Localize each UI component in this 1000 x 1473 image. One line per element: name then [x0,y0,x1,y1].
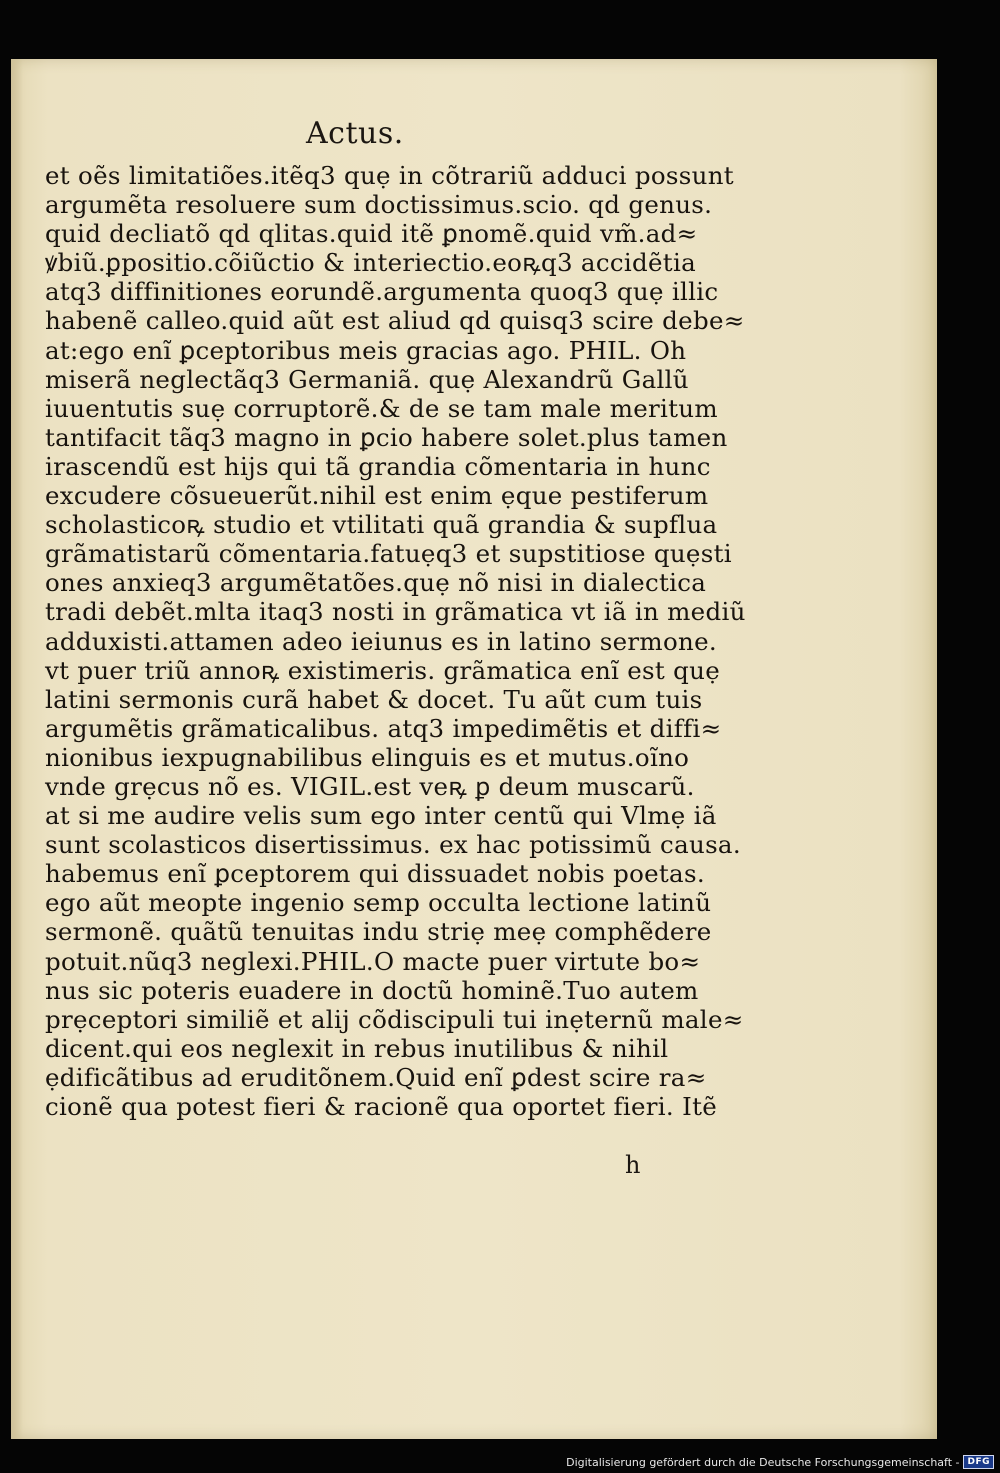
book-page [11,59,937,1439]
text-line: vt puer triũ annoꝶ existimeris. grãmatica enĩ est quẹ [45,655,721,685]
text-line: nionibus iexpugnabilibus elinguis es et mutus.oĩno [45,742,690,772]
text-line: nus sic poteris euadere in doctũ hominẽ.Tuo autem [45,975,699,1005]
running-head: Actus. [306,116,404,151]
text-line: argumẽtis grãmaticalibus. atq3 impedimẽtis et diffi≈ [45,713,722,743]
text-line: miserã neglectãq3 Germaniã. quẹ Alexandrũ Gallũ [45,364,689,394]
text-line: scholasticoꝶ studio et vtilitati quã grandia & supflua [45,510,718,540]
text-line: latini sermonis curã habet & docet. Tu aũt cum tuis [45,684,703,714]
text-line: habemus enĩ ꝑceptorem qui dissuadet nobis poetas. [45,859,705,889]
text-line: sermonẽ. quãtũ tenuitas indu striẹ meẹ comphẽdere [45,917,712,947]
footer-credit [566,1455,994,1469]
dfg-logo-icon: DFG [963,1455,994,1469]
text-line: ꝟbiũ.ꝑpositio.cõiũctio & interiectio.eoꝶq3 accidẽtia [45,248,696,278]
text-line: habenẽ calleo.quid aũt est aliud qd quisq3 scire debe≈ [45,306,745,336]
text-line: potuit.nũq3 neglexi.PHIL.O macte puer virtute bo≈ [45,946,701,976]
text-line: et oẽs limitatiões.itẽq3 quẹ in cõtrariũ adduci possunt [45,161,734,190]
text-block [45,161,746,1121]
text-line: tradi debẽt.mlta itaq3 nosti in grãmatica vt iã in mediũ [45,597,746,627]
text-line: sunt scolasticos disertissimus. ex hac potissimũ causa. [45,830,741,860]
text-line: excudere cõsueuerũt.nihil est enim ẹque pestiferum [45,481,709,511]
signature-mark: h [625,1151,641,1179]
text-line: ones anxieq3 argumẽtatões.quẹ nõ nisi in dialectica [45,568,707,598]
text-line: tantifacit tãq3 magno in ꝑcio habere solet.plus tamen [45,422,728,452]
text-line: adduxisti.attamen adeo ieiunus es in latino sermone. [45,626,717,656]
text-line: atq3 diffinitiones eorundẽ.argumenta quoq3 quẹ illic [45,277,719,307]
text-line: argumẽta resoluere sum doctissimus.scio. qd genus. [45,190,713,220]
text-line: ego aũt meopte ingenio semp occulta lectione latinũ [45,888,712,918]
text-line: vnde grẹcus nõ es. VIGIL.est veꝶ ꝑ deum muscarũ. [45,771,695,801]
text-line: iuuentutis suẹ corruptorẽ.& de se tam male meritum [45,393,718,423]
text-line: cionẽ qua potest fieri & racionẽ qua oportet fieri. Itẽ [45,1092,718,1121]
text-line: quid decliatõ qd qlitas.quid itẽ ꝑnomẽ.quid vm̃.ad≈ [45,219,698,249]
text-line: dicent.qui eos neglexit in rebus inutilibus & nihil [45,1033,669,1063]
text-line: at:ego enĩ ꝑceptoribus meis gracias ago. PHIL. Oh [45,335,687,365]
text-line: at si me audire velis sum ego inter centũ qui Vlmẹ iã [45,801,717,831]
credit-text: Digitalisierung gefördert durch die Deutsche Forschungsgemeinschaft - [566,1455,960,1469]
text-line: prẹceptori similiẽ et alij cõdiscipuli tui inẹternũ male≈ [45,1004,744,1034]
text-line: irascendũ est hijs qui tã grandia cõmentaria in hunc [45,451,711,481]
text-line: grãmatistarũ cõmentaria.fatuẹq3 et supstitiose quẹsti [45,539,732,569]
text-line: ẹdificãtibus ad eruditõnem.Quid enĩ ꝑdest scire ra≈ [45,1062,707,1092]
